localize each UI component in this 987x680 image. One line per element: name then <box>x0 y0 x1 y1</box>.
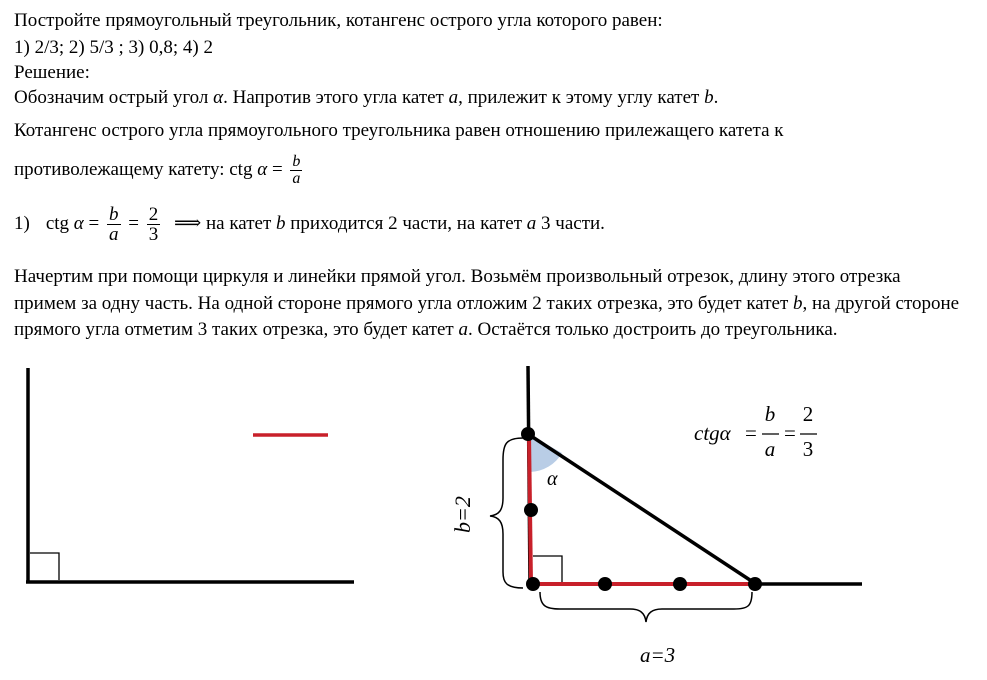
intro-b: b <box>704 87 714 108</box>
vertex-top-point <box>521 427 535 441</box>
intro-text-4: . <box>713 87 719 108</box>
formula-eq-1: = <box>745 421 757 445</box>
step-1-den2: 3 <box>148 224 159 246</box>
task-line-2: 1) 2/3; 2) 5/3 ; 3) 0,8; 4) 2 <box>14 37 213 58</box>
mark-a2-point <box>673 577 687 591</box>
vertex-end-point <box>748 577 762 591</box>
intro-text-1: Обозначим острый угол <box>14 87 214 108</box>
brace-b <box>490 438 523 588</box>
mark-b-point <box>524 503 538 517</box>
implies-arrow: ⟹ <box>173 213 202 234</box>
task-line-1: Постройте прямоугольный треугольник, котангенс острого угла которого равен: <box>14 10 663 31</box>
step-1-text-1: на катет <box>201 213 276 234</box>
triangle-right-angle-mark <box>533 556 562 582</box>
step-1-eq: = <box>83 213 104 234</box>
angle-alpha-label: α <box>547 468 558 490</box>
side-b-label: b=2 <box>450 496 475 533</box>
figure-formula <box>694 402 817 461</box>
step-1-a: a <box>526 213 537 234</box>
definition-alpha: α <box>257 159 268 180</box>
step-1-text-3: 3 части. <box>536 213 605 234</box>
construction-text-1: Начертим при помощи циркуля и линейки прямой угол. Возьмём произвольный отрезок, длину этого отрезка примем за одну часть. На одной стороне прямого угла отложим 2 таких отрезка, это будет катет <box>14 266 901 314</box>
step-1-b: b <box>276 213 286 234</box>
definition-line-1: Котангенс острого угла прямоугольного треугольника равен отношению прилежащего катета к <box>14 120 784 141</box>
definition-den: a <box>292 170 301 188</box>
intro-a: a <box>448 87 459 108</box>
formula-eq-2: = <box>784 421 796 445</box>
step-1-eq2: = <box>123 213 144 234</box>
intro-alpha: α <box>213 87 224 108</box>
construction-b: b <box>793 292 803 314</box>
mark-a1-point <box>598 577 612 591</box>
step-1-text-2: приходится 2 части, на катет <box>285 213 527 234</box>
step-1-num2: 2 <box>148 204 159 226</box>
step-1-den1: a <box>109 224 119 246</box>
step-1-number: 1) <box>14 213 30 234</box>
formula-den-2: 3 <box>802 437 814 461</box>
brace-a <box>540 592 752 622</box>
step-1-num1: b <box>109 204 119 226</box>
step-1-alpha: α <box>73 213 84 234</box>
intro-text-2: . Напротив этого угла катет <box>223 87 449 108</box>
intro-text-3: , прилежит к этому углу катет <box>458 87 705 108</box>
construction-text-3: . Остаётся только достроить до треугольника. <box>467 319 838 340</box>
step-1-ctg: ctg <box>45 213 74 234</box>
right-angle-mark <box>30 553 59 580</box>
right-angle-drawing <box>26 368 354 582</box>
formula-num-1: b <box>764 402 776 426</box>
vertex-right-angle-point <box>526 577 540 591</box>
definition-eq: = <box>267 159 288 180</box>
side-a-label: a=3 <box>640 643 676 667</box>
formula-ctg-alpha: ctgα <box>694 421 731 445</box>
construction-text-2: , на другой стороне прямого угла отметим 3 таких отрезка, это будет катет <box>14 292 960 340</box>
solution-heading: Решение: <box>14 62 90 83</box>
definition-text: противолежащему катету: ctg <box>14 159 258 180</box>
formula-num-2: 2 <box>802 402 814 426</box>
definition-num: b <box>292 153 301 171</box>
construction-a: a <box>458 319 468 340</box>
formula-den-1: a <box>764 437 776 461</box>
